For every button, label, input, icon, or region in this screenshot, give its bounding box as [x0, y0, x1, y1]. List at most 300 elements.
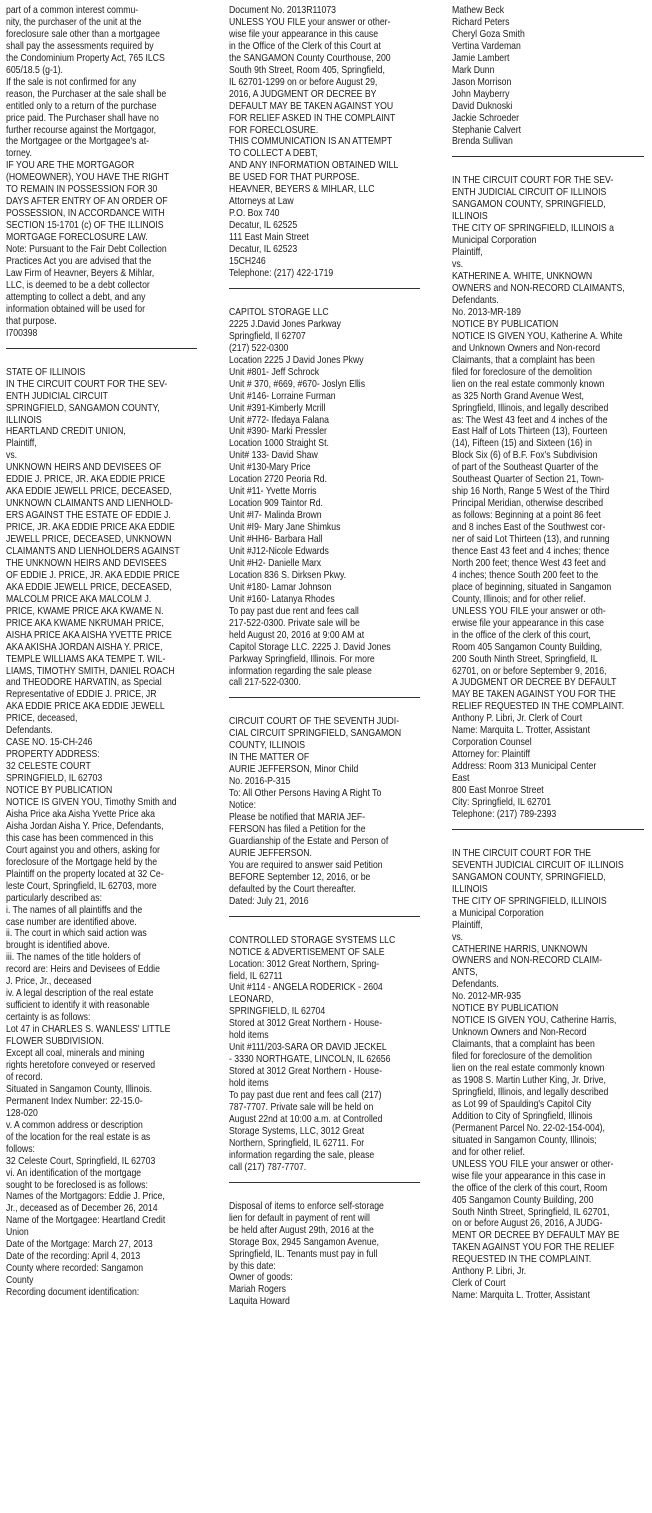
notice-line: THE CITY OF SPRINGFIELD, ILLINOIS a	[452, 223, 614, 235]
notice-line: 800 East Monroe Street	[452, 785, 544, 797]
notice-line: East Half of Lots Thirteen (13), Fourteen	[452, 426, 608, 438]
notice-line: and for other relief.	[452, 1146, 525, 1158]
notice-line: the Condominium Property Act, 765 ILCS	[6, 52, 165, 64]
notice-line: Springfield, Illinois, and legally described	[452, 1086, 609, 1098]
notice-line: NOTICE IS GIVEN YOU, Catherine Harris,	[452, 1015, 617, 1027]
notice-line: No. 2016-P-315	[229, 776, 291, 788]
column-3	[452, 5, 646, 1513]
notice-line: KATHERINE A. WHITE, UNKNOWN	[452, 271, 593, 283]
notice-line: nity, the purchaser of the unit at the	[6, 16, 142, 28]
notice-line: Location 909 Taintor Rd.	[229, 498, 323, 510]
notice-line: Unit #111/203-SARA OR DAVID JECKEL	[229, 1042, 387, 1054]
notice-line: of record.	[6, 1071, 43, 1083]
notice-line: NOTICE BY PUBLICATION	[452, 318, 559, 330]
notice-line: Jackie Schroeder	[452, 112, 520, 124]
notice-line: Stored at 3012 Great Northern - House-	[229, 1066, 382, 1078]
notice-line: P.O. Box 740	[229, 208, 280, 220]
notice-line: Law Firm of Heavner, Beyers & Mihlar,	[6, 267, 155, 279]
notice-line: OF EDDIE J. PRICE, JR. AKA EDDIE PRICE	[6, 569, 180, 581]
notice-line: vs.	[6, 450, 18, 462]
notice-line: Anthony P. Libri, Jr.	[452, 1266, 527, 1278]
notice-line: August 22nd at 10:00 a.m. at Controlled	[229, 1113, 383, 1125]
notice-line: FOR FORECLOSURE.	[229, 124, 319, 136]
notice-line: Unit #114 - ANGELA RODERICK - 2604	[229, 982, 383, 994]
notice-line: SECTION 15-1701 (c) OF THE ILLINOIS	[6, 220, 164, 232]
notice-line: lien on the real estate commonly known	[452, 378, 605, 390]
notice-line: Mathew Beck	[452, 5, 505, 16]
notice-line: Capitol Storage LLC. 2225 J. David Jones	[229, 641, 391, 653]
notice-line: NOTICE IS GIVEN YOU, Katherine A. White	[452, 330, 623, 342]
notice-controlled-storage	[229, 935, 422, 1174]
notice-line: filed for foreclosure of the demolition	[452, 366, 592, 378]
notice-divider	[452, 829, 644, 830]
notice-line: as Lot 99 of Spaulding's Capitol City	[452, 1098, 592, 1110]
notice-line: CONTROLLED STORAGE SYSTEMS LLC	[229, 934, 396, 946]
notice-line: Addition to City of Springfield, Illinois	[452, 1110, 593, 1122]
notice-line: AURIE JEFFERSON, Minor Child	[229, 764, 359, 776]
notice-line: Location 836 S. Dirksen Pkwy.	[229, 569, 347, 581]
notice-line: STATE OF ILLINOIS	[6, 366, 86, 378]
notice-line: PROPERTY ADDRESS:	[6, 749, 100, 761]
notice-line: ILLINOIS	[452, 211, 488, 223]
notice-line: Defendants.	[452, 979, 499, 991]
notice-line: Notice:	[229, 800, 257, 812]
notice-line: Storage Box, 2945 Sangamon Avenue,	[229, 1236, 379, 1248]
notice-line: foreclosure of the Mortgage held by the	[6, 856, 158, 868]
notice-line: wise file your appearance in this case in	[452, 1170, 606, 1182]
notice-line: To: All Other Persons Having A Right To	[229, 788, 382, 800]
notice-line: Claimants, that a complaint has been	[452, 354, 595, 366]
notice-line: 128-020	[6, 1107, 38, 1119]
notice-line: 217-522-0300. Private sale will be	[229, 617, 360, 629]
notice-line: PRICE AKA KWAME NKRUMAH PRICE,	[6, 617, 164, 629]
notice-line: Unit #180- Lamar Johnson	[229, 581, 332, 593]
notice-line: UNLESS YOU FILE your answer or other-	[452, 1158, 614, 1170]
notice-line: Room 405 Sangamon County Building,	[452, 641, 603, 653]
notice-line: Unit #H2- Danielle Marx	[229, 557, 322, 569]
notice-line: Laquita Howard	[229, 1296, 290, 1308]
notice-line: 111 East Main Street	[229, 232, 309, 244]
notice-line: Dated: July 21, 2016	[229, 895, 309, 907]
notice-line: Mark Dunn	[452, 64, 495, 76]
notice-line: 2016, A JUDGMENT OR DECREE BY	[229, 88, 377, 100]
notice-line: SPRINGFIELD, SANGAMON COUNTY,	[6, 402, 160, 414]
notice-line: HEAVNER, BEYERS & MIHLAR, LLC	[229, 184, 375, 196]
notice-line: Attorney for: Plaintiff	[452, 749, 531, 761]
notice-line: of part of the Southeast Quarter of the	[452, 462, 599, 474]
notice-line: CIRCUIT COURT OF THE SEVENTH JUDI-	[229, 716, 400, 728]
notice-line: rights heretofore conveyed or reserved	[6, 1059, 156, 1071]
notice-line: Unit #146- Lorraine Furman	[229, 390, 336, 402]
notice-capitol-storage	[229, 307, 422, 690]
notice-line: Springfield, Il 62707	[229, 330, 306, 342]
notice-line: 4 inches; thence South 200 feet to the	[452, 569, 599, 581]
notice-line: AND ANY INFORMATION OBTAINED WILL	[229, 160, 399, 172]
notice-line: Claimants, that a complaint has been	[452, 1039, 595, 1051]
notice-line: call 217-522-0300.	[229, 677, 301, 689]
notice-line: this case has been commenced in this	[6, 832, 154, 844]
notice-line: THE UNKNOWN HEIRS AND DEVISEES	[6, 557, 167, 569]
notice-line: part of a common interest commu-	[6, 5, 139, 16]
notice-line: in the Office of the Clerk of this Court at	[229, 40, 381, 52]
notice-line: IN THE MATTER OF	[229, 752, 310, 764]
notice-line: Unknown Owners and Non-Record	[452, 1027, 587, 1039]
notice-line: Unit #390- Marki Pressler	[229, 426, 327, 438]
notice-line: SEVENTH JUDICIAL CIRCUIT OF ILLINOIS	[452, 859, 624, 871]
notice-line: To pay past due rent and fees call	[229, 605, 359, 617]
notice-line: 200 South Ninth Street, Springfield, IL	[452, 653, 598, 665]
notice-line: entitled only to a return of the purchase	[6, 100, 157, 112]
notice-line: Plaintiff on the property located at 32 Ce-	[6, 868, 164, 880]
notice-line: COUNTY, ILLINOIS	[229, 740, 306, 752]
notice-line: the office of the clerk of this court, Room	[452, 1182, 608, 1194]
notice-line: Unit #I9- Mary Jane Shimkus	[229, 522, 341, 534]
notice-divider	[229, 288, 420, 289]
notice-line: Please be notified that MARIA JEF-	[229, 812, 366, 824]
notice-line: by this date:	[229, 1260, 276, 1272]
notice-line: East	[452, 773, 470, 785]
notice-line: (HOMEOWNER), YOU HAVE THE RIGHT	[6, 172, 170, 184]
notice-line: vs.	[452, 931, 464, 943]
notice-line: Union	[6, 1227, 29, 1239]
notice-line: 32 CELESTE COURT	[6, 761, 91, 773]
notice-line: County where recorded: Sangamon	[6, 1263, 144, 1275]
notice-line: as follows: Beginning at a point 86 feet	[452, 510, 601, 522]
notice-line: Northern, Springfield, IL 62711. For	[229, 1137, 365, 1149]
notice-line: Name: Marquita L. Trotter, Assistant	[452, 1290, 590, 1302]
notice-line: Unit #I7- Malinda Brown	[229, 510, 322, 522]
notice-line: IF YOU ARE THE MORTGAGOR	[6, 160, 135, 172]
notice-line: i. The names of all plaintiffs and the	[6, 904, 143, 916]
notice-line: Aisha Price aka Aisha Yvette Price aka	[6, 808, 155, 820]
notice-line: (217) 522-0300	[229, 342, 289, 354]
notice-line: THE CITY OF SPRINGFIELD, ILLINOIS	[452, 895, 607, 907]
notice-line: LIAMS, TIMOTHY SMITH, DANIEL ROACH	[6, 665, 175, 677]
notice-line: Stephanie Calvert	[452, 124, 522, 136]
notice-line: - 3330 NORTHGATE, LINCOLN, IL 62656	[229, 1054, 391, 1066]
notice-line: MALCOLM PRICE AKA MALCOLM J.	[6, 593, 152, 605]
notice-line: SANGAMON COUNTY, SPRINGFIELD,	[452, 871, 606, 883]
notice-line: sufficient to identify it with reasonable	[6, 1000, 150, 1012]
notice-line: MAY BE TAKEN AGAINST YOU FOR THE	[452, 689, 616, 701]
notice-line: TO REMAIN IN POSSESSION FOR 30	[6, 184, 158, 196]
notice-line: Situated in Sangamon County, Illinois.	[6, 1083, 153, 1095]
notice-divider	[6, 348, 197, 349]
notice-storage-box	[229, 1201, 422, 1309]
notice-line: reason, the Purchaser at the sale shall be	[6, 88, 167, 100]
notice-line: Springfield, IL. Tenants must pay in full	[229, 1248, 378, 1260]
notice-line: that purpose.	[6, 315, 57, 327]
notice-line: UNLESS YOU FILE your answer or other-	[229, 16, 391, 28]
notice-aurie-jefferson	[229, 716, 422, 907]
notice-line: further recourse against the Mortgagor,	[6, 124, 157, 136]
notice-line: ii. The court in which said action was	[6, 928, 147, 940]
notice-line: lien on the real estate commonly known	[452, 1063, 605, 1075]
notice-line: call (217) 787-7707.	[229, 1161, 307, 1173]
notice-line: held August 20, 2016 at 9:00 AM at	[229, 629, 365, 641]
notice-katherine-white	[452, 175, 646, 820]
notice-storage-box-continued	[452, 5, 646, 148]
notice-line: Location: 3012 Great Northern, Spring-	[229, 958, 380, 970]
notice-line: on or before August 26, 2016, A JUDG-	[452, 1218, 603, 1230]
notice-line: 787-7707. Private sale will be held on	[229, 1102, 374, 1114]
notice-line: Corporation Counsel	[452, 737, 532, 749]
notice-line: IN THE CIRCUIT COURT FOR THE	[452, 847, 592, 859]
notice-line: CATHERINE HARRIS, UNKNOWN	[452, 943, 588, 955]
notice-line: AKA EDDIE JEWELL PRICE, DECEASED,	[6, 581, 172, 593]
notice-line: Plaintiff,	[6, 438, 37, 450]
notice-line: hold items	[229, 1030, 269, 1042]
notice-line: If the sale is not confirmed for any	[6, 76, 137, 88]
notice-line: Recording document identification:	[6, 1287, 140, 1299]
notice-line: field, IL 62711	[229, 970, 283, 982]
notice-line: EDDIE J. PRICE, JR. AKA EDDIE PRICE	[6, 474, 166, 486]
notice-line: Aisha Jordan Aisha Y. Price, Defendants,	[6, 820, 164, 832]
notice-line: To pay past due rent and fees call (217)	[229, 1090, 382, 1102]
notice-line: SANGAMON COUNTY, SPRINGFIELD,	[452, 199, 606, 211]
notice-line: v. A common address or description	[6, 1119, 143, 1131]
notice-line: Anthony P. Libri, Jr. Clerk of Court	[452, 713, 583, 725]
notice-line: brought is identified above.	[6, 940, 110, 952]
notice-line: (14), Fifteen (15) and Sixteen (16) in	[452, 438, 592, 450]
notice-line: ENTH JUDICIAL CIRCUIT	[6, 390, 108, 402]
notice-line: IN THE CIRCUIT COURT FOR THE SEV-	[452, 175, 614, 187]
notice-line: Address: Room 313 Municipal Center	[452, 761, 597, 773]
notice-line: leste Court, Springfield, IL 62703, more	[6, 880, 157, 892]
notice-line: Disposal of items to enforce self-storage	[229, 1200, 384, 1212]
notice-line: Unit # 370, #669, #670- Joslyn Ellis	[229, 378, 366, 390]
notice-line: LLC, is deemed to be a debt collector	[6, 279, 150, 291]
notice-line: South 9th Street, Room 405, Springfield,	[229, 64, 385, 76]
notice-line: Cheryl Goza Smith	[452, 28, 525, 40]
notice-line: attempting to collect a debt, and any	[6, 291, 146, 303]
notice-line: filed for foreclosure of the demolition	[452, 1051, 592, 1063]
notice-line: AKA EDDIE PRICE AKA EDDIE JEWELL	[6, 701, 165, 713]
notice-line: and 8 inches East of the Southwest cor-	[452, 522, 606, 534]
notice-line: Except all coal, minerals and mining	[6, 1048, 145, 1060]
notice-line: UNLESS YOU FILE your answer or oth-	[452, 605, 606, 617]
notice-line: 15CH246	[229, 256, 266, 268]
notice-line: SPRINGFIELD, IL 62703	[6, 773, 103, 785]
notice-line: erwise file your appearance in this case	[452, 617, 604, 629]
notice-line: Document No. 2013R11073	[229, 5, 336, 16]
notice-line: Location 1000 Straight St.	[229, 438, 329, 450]
notice-line: hold items	[229, 1078, 269, 1090]
notice-line: vi. An identification of the mortgage	[6, 1167, 142, 1179]
notice-line: UNKNOWN CLAIMANTS AND LIENHOLD-	[6, 498, 173, 510]
notice-line: County, Illinois; and for other relief.	[452, 593, 586, 605]
notice-line: Note: Pursuant to the Fair Debt Collection	[6, 244, 167, 256]
notice-line: and Unknown Owners and Non-record	[452, 342, 601, 354]
notice-divider	[229, 697, 420, 698]
notice-line: place of beginning, situated in Sangamon	[452, 581, 612, 593]
notice-line: ILLINOIS	[452, 883, 488, 895]
notice-line: Representative of EDDIE J. PRICE, JR	[6, 689, 157, 701]
notice-line: Court against you and others, asking for	[6, 844, 160, 856]
notice-catherine-harris	[452, 848, 646, 1302]
notice-line: Unit #11- Yvette Morris	[229, 486, 317, 498]
notice-line: Block Six (6) of B.F. Fox's Subdivision	[452, 450, 598, 462]
notice-line: RELIEF REQUESTED IN THE COMPLAINT.	[452, 701, 625, 713]
notice-line: vs.	[452, 259, 464, 271]
notice-line: 605/18.5 (g-1).	[6, 64, 63, 76]
notice-line: PRICE, KWAME PRICE AKA KWAME N.	[6, 605, 164, 617]
notice-line: Name: Marquita L. Trotter, Assistant	[452, 725, 590, 737]
notice-line: ner of said Lot Thirteen (13), and running	[452, 534, 610, 546]
notice-line: Date of the Mortgage: March 27, 2013	[6, 1239, 153, 1251]
notice-line: CAPITOL STORAGE LLC	[229, 306, 329, 318]
notice-divider	[229, 916, 420, 917]
notice-line: TAKEN AGAINST YOU FOR THE RELIEF	[452, 1242, 615, 1254]
notice-line: particularly described as:	[6, 892, 103, 904]
notice-line: FOR RELIEF ASKED IN THE COMPLAINT	[229, 112, 396, 124]
notice-line: Stored at 3012 Great Northern - House-	[229, 1018, 382, 1030]
notice-line: AISHA PRICE AKA AISHA YVETTE PRICE	[6, 629, 172, 641]
notice-line: Unit #130-Mary Price	[229, 462, 311, 474]
column-1	[6, 5, 199, 1513]
notice-line: HEARTLAND CREDIT UNION,	[6, 426, 126, 438]
notice-line: SPRINGFIELD, IL 62704	[229, 1006, 326, 1018]
notice-line: DAYS AFTER ENTRY OF AN ORDER OF	[6, 196, 168, 208]
notice-line: shall pay the assessments required by	[6, 40, 154, 52]
notice-line: CASE NO. 15-CH-246	[6, 737, 93, 749]
notice-line: Telephone: (217) 789-2393	[452, 808, 557, 820]
notice-line: Storage Systems, LLC, 3012 Great	[229, 1125, 365, 1137]
notice-line: PRICE, deceased,	[6, 713, 78, 725]
notice-line: No. 2013-MR-189	[452, 306, 522, 318]
notice-line: wise file your appearance in this cause	[229, 28, 379, 40]
notice-line: MENT OR DECREE BY DEFAULT MAY BE	[452, 1230, 620, 1242]
notice-line: and THEODORE HARVATIN, as Special	[6, 677, 162, 689]
notice-line: LEONARD,	[229, 994, 274, 1006]
notice-line: follows:	[6, 1143, 35, 1155]
notice-line: be held after August 29th, 2016 at the	[229, 1224, 374, 1236]
notice-line: JEWELL PRICE, DECEASED, UNKNOWN	[6, 534, 172, 546]
notice-line: certainty is as follows:	[6, 1012, 91, 1024]
notice-line: (Permanent Parcel No. 22-02-154-004),	[452, 1122, 605, 1134]
notice-line: NOTICE BY PUBLICATION	[6, 785, 113, 797]
notice-line: Unit #801- Jeff Schrock	[229, 366, 320, 378]
notice-line: Unit #391-Kimberly Mcrill	[229, 402, 326, 414]
notice-line: Jason Morrison	[452, 76, 512, 88]
notice-line: of the location for the real estate is as	[6, 1131, 151, 1143]
notice-line: A JUDGMENT OR DECREE BY DEFAULT	[452, 677, 617, 689]
notice-line: Jr., deceased as of December 26, 2014	[6, 1203, 158, 1215]
notice-line: as 325 North Grand Avenue West,	[452, 390, 584, 402]
notice-line: the Mortgagee or the Mortgagee's at-	[6, 136, 150, 148]
notice-line: thence East 43 feet and 4 inches; thence	[452, 545, 610, 557]
notice-line: as 1908 S. Martin Luther King, Jr. Drive,	[452, 1075, 606, 1087]
notice-line: J. Price, Jr., deceased	[6, 976, 92, 988]
notice-heartland-credit-union	[6, 367, 199, 1299]
notice-line: Unit #HH6- Barbara Hall	[229, 534, 323, 546]
notice-line: PRICE, JR. AKA EDDIE PRICE AKA EDDIE	[6, 522, 175, 534]
notice-line: Plaintiff,	[452, 919, 483, 931]
notice-line: Unit #J12-Nicole Edwards	[229, 545, 329, 557]
notice-line: iii. The names of the title holders of	[6, 952, 141, 964]
notice-line: the SANGAMON County Courthouse, 200	[229, 52, 391, 64]
notice-line: THIS COMMUNICATION IS AN ATTEMPT	[229, 136, 393, 148]
notice-line: ANTS,	[452, 967, 478, 979]
notice-line: Municipal Corporation	[452, 235, 537, 247]
notice-line: Brenda Sullivan	[452, 136, 513, 148]
notice-line: Clerk of Court	[452, 1278, 506, 1290]
notice-line: IN THE CIRCUIT COURT FOR THE SEV-	[6, 378, 168, 390]
notice-line: in the office of the clerk of this court,	[452, 629, 591, 641]
notice-line: Date of the recording: April 4, 2013	[6, 1251, 141, 1263]
notice-divider	[452, 156, 644, 157]
notice-line: Telephone: (217) 422-1719	[229, 267, 334, 279]
notice-line: AURIE JEFFERSON.	[229, 847, 312, 859]
notice-line: CLAIMANTS AND LIENHOLDERS AGAINST	[6, 545, 180, 557]
notice-line: TO COLLECT A DEBT,	[229, 148, 318, 160]
notice-line: NOTICE BY PUBLICATION	[452, 1003, 559, 1015]
notice-foreclosure-continued	[6, 5, 199, 340]
notice-line: OWNERS and NON-RECORD CLAIM-	[452, 955, 603, 967]
notice-line: ERS AGAINST THE ESTATE OF EDDIE J.	[6, 510, 171, 522]
column-2	[229, 5, 422, 1513]
notice-line: David Duknoski	[452, 100, 513, 112]
notice-line: South Ninth Street, Springfield, IL 62701,	[452, 1206, 610, 1218]
notice-line: Location 2225 J David Jones Pkwy	[229, 354, 364, 366]
notice-line: lien for default in payment of rent will	[229, 1212, 370, 1224]
notice-line: Guardianship of the Estate and Person of	[229, 835, 389, 847]
notice-line: FLOWER SUBDIVISION.	[6, 1036, 104, 1048]
notice-line: foreclosure sale other than a mortgagee	[6, 28, 160, 40]
notice-line: No. 2012-MR-935	[452, 991, 522, 1003]
notice-line: Parkway Springfield, Illinois. For more	[229, 653, 375, 665]
notice-line: BEFORE September 12, 2016, or be	[229, 871, 371, 883]
notice-heartland-continued	[229, 5, 422, 280]
notice-line: DEFAULT MAY BE TAKEN AGAINST YOU	[229, 100, 394, 112]
notice-line: defaulted by the Court thereafter.	[229, 883, 356, 895]
notice-line: UNKNOWN HEIRS AND DEVISEES OF	[6, 462, 162, 474]
notice-line: Unit #772- Ifedaya Falana	[229, 414, 329, 426]
notice-line: ENTH JUDICIAL CIRCUIT OF ILLINOIS	[452, 187, 607, 199]
notice-line: Defendants.	[452, 294, 499, 306]
notice-line: Unit# 133- David Shaw	[229, 450, 318, 462]
notice-line: Vertina Vardeman	[452, 40, 521, 52]
notice-line: a Municipal Corporation	[452, 907, 544, 919]
notice-line: case number are identified above.	[6, 916, 137, 928]
notice-line: Names of the Mortgagors: Eddie J. Price,	[6, 1191, 165, 1203]
notice-line: information obtained will be used for	[6, 303, 145, 315]
notice-line: Decatur, IL 62525	[229, 220, 298, 232]
notice-line: POSSESSION, IN ACCORDANCE WITH	[6, 208, 165, 220]
notice-line: information regarding the sale, please	[229, 1149, 375, 1161]
notice-line: Principal Meridian, otherwise described	[452, 498, 604, 510]
notice-line: Attorneys at Law	[229, 196, 294, 208]
notice-line: as: The West 43 feet and 4 inches of the	[452, 414, 608, 426]
notice-line: North 200 feet; thence West 43 feet and	[452, 557, 606, 569]
notice-line: TEMPLE WILLIAMS AKA TEMPE T. WIL-	[6, 653, 166, 665]
notice-line: price paid. The Purchaser shall have no	[6, 112, 159, 124]
notice-line: ILLINOIS	[6, 414, 42, 426]
notice-line: I700398	[6, 327, 38, 339]
notice-line: 2225 J.David Jones Parkway	[229, 318, 341, 330]
notice-line: Defendants.	[6, 725, 53, 737]
notice-line: City: Springfield, IL 62701	[452, 797, 552, 808]
notice-divider	[229, 1182, 420, 1183]
notice-line: Springfield, Illinois, and legally described	[452, 402, 609, 414]
notice-line: REQUESTED IN THE COMPLAINT.	[452, 1254, 592, 1266]
notice-line: AKA EDDIE JEWELL PRICE, DECEASED,	[6, 486, 172, 498]
notice-line: Decatur, IL 62523	[229, 244, 298, 256]
notice-line: John Mayberry	[452, 88, 510, 100]
notice-line: iv. A legal description of the real estate	[6, 988, 154, 1000]
notice-line: Lot 47 in CHARLES S. WANLESS' LITTLE	[6, 1024, 171, 1036]
notice-line: BE USED FOR THAT PURPOSE.	[229, 172, 360, 184]
